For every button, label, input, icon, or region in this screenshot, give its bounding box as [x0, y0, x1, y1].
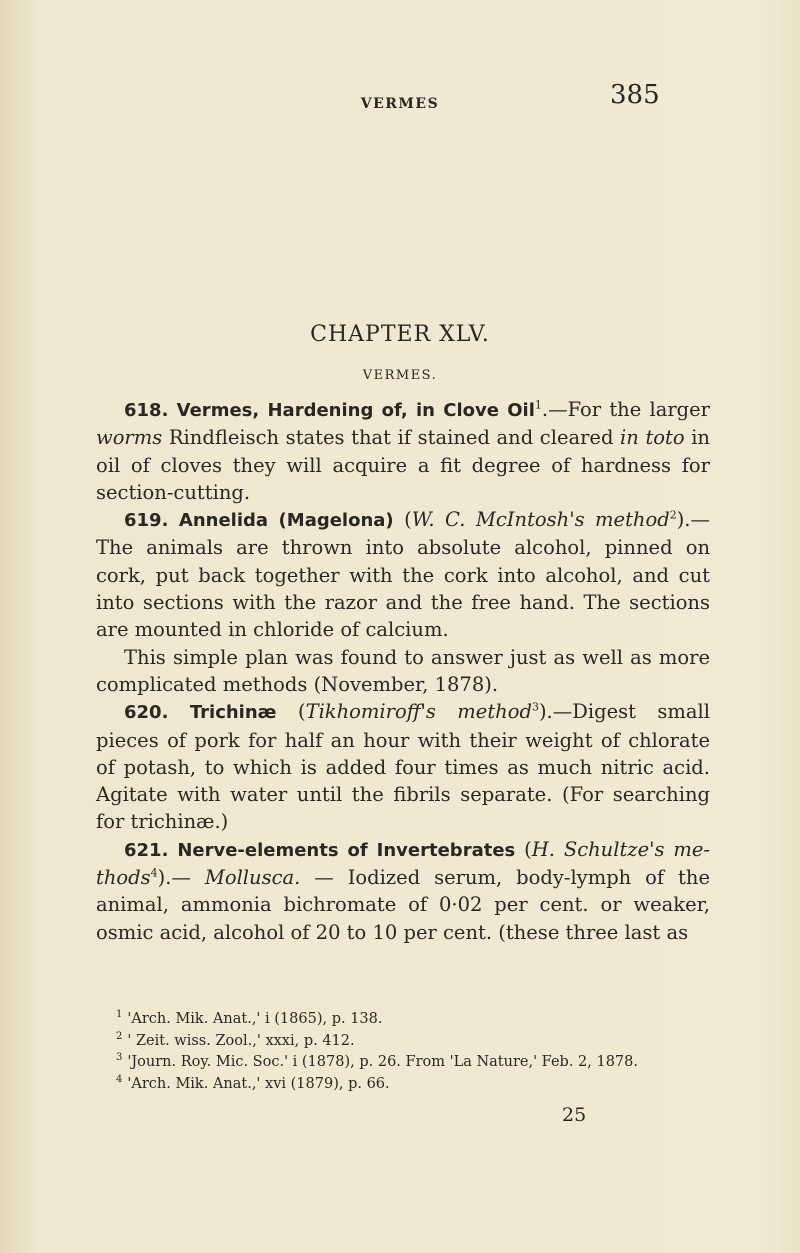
italic-text: Tikhomiroff's method	[305, 700, 532, 724]
footnote	[96, 1074, 710, 1096]
italic-text: H. Schultze's me- thods	[96, 837, 710, 890]
italic-text: in toto	[620, 426, 685, 450]
footnote-ref: 1	[534, 398, 542, 412]
paragraph-text: (	[515, 837, 532, 861]
paragraph-text: (	[276, 700, 306, 724]
running-head: VERMES	[360, 96, 440, 112]
footnote	[96, 1031, 710, 1053]
page-number: 385	[610, 80, 660, 110]
italic-text: W. C. McIntosh's method	[411, 508, 670, 532]
footnote-ref: 3	[531, 700, 539, 714]
footnote-mark: 2	[116, 1030, 123, 1042]
body-text	[96, 396, 710, 946]
paragraph-number: 619.	[124, 510, 169, 532]
paragraph-619-continued: This simple plan was found to answer just as well as more complicated methods (November, 1878).	[96, 645, 710, 696]
paragraph-621	[96, 836, 710, 946]
paragraph-number: 618.	[124, 400, 169, 421]
paragraph-text: (	[393, 508, 412, 532]
paragraph-number: 621.	[124, 839, 169, 861]
paragraph-title: Vermes, Hardening of, in Clove Oil	[176, 400, 535, 421]
paragraph-number: 620.	[124, 702, 169, 724]
paragraph-text: .—For the larger	[541, 398, 711, 421]
footnote	[96, 1009, 710, 1031]
footnote-mark: 3	[116, 1052, 123, 1064]
footnote-mark: 4	[116, 1073, 123, 1085]
italic-text: Mollusca.	[204, 866, 301, 890]
paragraph-text: ).—Digest small pieces of pork for half an hour with their weight of chlorate of potash, to which is added four times as much nitric acid. Agitate with water until the fibrils separate. (For searching for trichinæ.)	[96, 700, 711, 834]
paragraph-title: Trichinæ	[189, 702, 277, 724]
footnote-text: ' Zeit. wiss. Zool.,' xxxi, p. 412.	[127, 1032, 355, 1049]
paragraph-text: — Iodized serum, body-lymph of the animal, ammonia bichromate of 0·02 per cent. or weaker, osmic acid, alcohol of 20 to 10 per cent. (these three last as	[96, 866, 710, 944]
paragraph-text: Rindfleisch states that if stained and cleared	[162, 426, 621, 450]
paragraph-618	[96, 396, 710, 506]
footnote-mark: 1	[116, 1009, 123, 1021]
paragraph-text: in oil of cloves they will acquire a fit degree of hardness for section-cutting.	[96, 426, 710, 504]
footnotes	[96, 1009, 710, 1095]
paragraph-title: Nerve-elements of Invertebrates	[177, 839, 516, 861]
paragraph-619	[96, 506, 710, 643]
footnote	[96, 1052, 710, 1074]
paragraph-text: ).— The animals are thrown into absolute alcohol, pinned on cork, put back together with the cork into alcohol, and cut into sections with the razor and the free hand. The sections are mounted in chloride of calcium.	[96, 508, 711, 642]
chapter-title: CHAPTER XLV.	[310, 322, 490, 347]
footnote-text: 'Arch. Mik. Anat.,' xvi (1879), p. 66.	[127, 1075, 390, 1092]
footnote-ref: 2	[669, 508, 677, 522]
section-heading: VERMES.	[362, 368, 438, 383]
footnote-text: 'Arch. Mik. Anat.,' i (1865), p. 138.	[127, 1011, 383, 1027]
paragraph-620	[96, 698, 710, 835]
paragraph-title: Annelida (Magelona)	[178, 510, 394, 532]
signature-mark: 25	[562, 1104, 587, 1126]
italic-text: worms	[96, 426, 163, 450]
footnote-text: 'Journ. Roy. Mic. Soc.' i (1878), p. 26. From 'La Nature,' Feb. 2, 1878.	[127, 1054, 638, 1070]
paragraph-text: ).—	[157, 866, 205, 890]
footnote-ref: 4	[150, 866, 158, 880]
